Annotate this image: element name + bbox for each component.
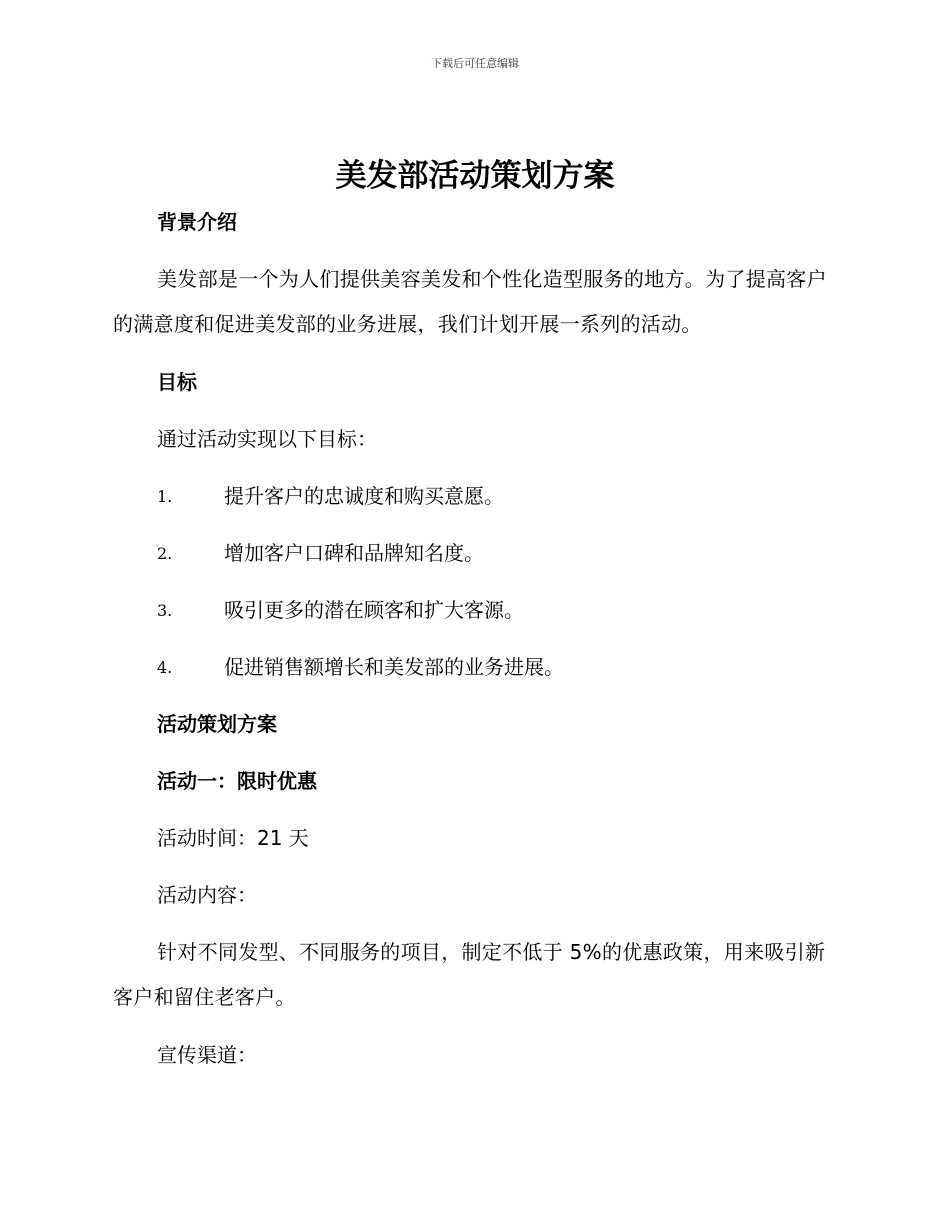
goal-list-item <box>113 474 837 519</box>
list-item-text: 提升客户的忠诚度和购买意愿。 <box>224 484 504 508</box>
activity-one-heading: 活动一：限时优惠 <box>157 769 317 793</box>
list-item-text: 促进销售额增长和美发部的业务进展。 <box>224 655 564 679</box>
page-header-note: 下载后可任意编辑 <box>431 57 519 70</box>
activity-one-channel-label: 宣传渠道： <box>157 1043 257 1067</box>
plan-heading: 活动策划方案 <box>157 712 277 736</box>
activity-one-content-text: 针对不同发型、不同服务的项目，制定不低于 5%的优惠政策，用来吸引新客户和留住老客户。 <box>113 940 826 1009</box>
activity-one-time: 活动时间：21 天 <box>157 826 309 850</box>
background-heading: 背景介绍 <box>157 210 237 234</box>
list-number: 2. <box>157 544 173 563</box>
list-item-text: 吸引更多的潜在顾客和扩大客源。 <box>224 598 524 622</box>
list-number: 3. <box>157 601 173 620</box>
activity-one-content-label: 活动内容： <box>157 883 257 907</box>
list-number: 4. <box>157 658 173 677</box>
list-item-text: 增加客户口碑和品牌知名度。 <box>224 541 484 565</box>
goal-list-item <box>113 645 837 690</box>
background-paragraph: 美发部是一个为人们提供美容美发和个性化造型服务的地方。为了提高客户的满意度和促进美发部的业务进展，我们计划开展一系列的活动。 <box>113 267 827 336</box>
document-body <box>113 200 837 1078</box>
goal-list-item <box>113 531 837 576</box>
goals-intro: 通过活动实现以下目标： <box>157 427 377 451</box>
document-title: 美发部活动策划方案 <box>335 158 615 194</box>
list-number: 1. <box>157 487 173 506</box>
goals-heading: 目标 <box>157 370 197 394</box>
goal-list-item <box>113 588 837 633</box>
